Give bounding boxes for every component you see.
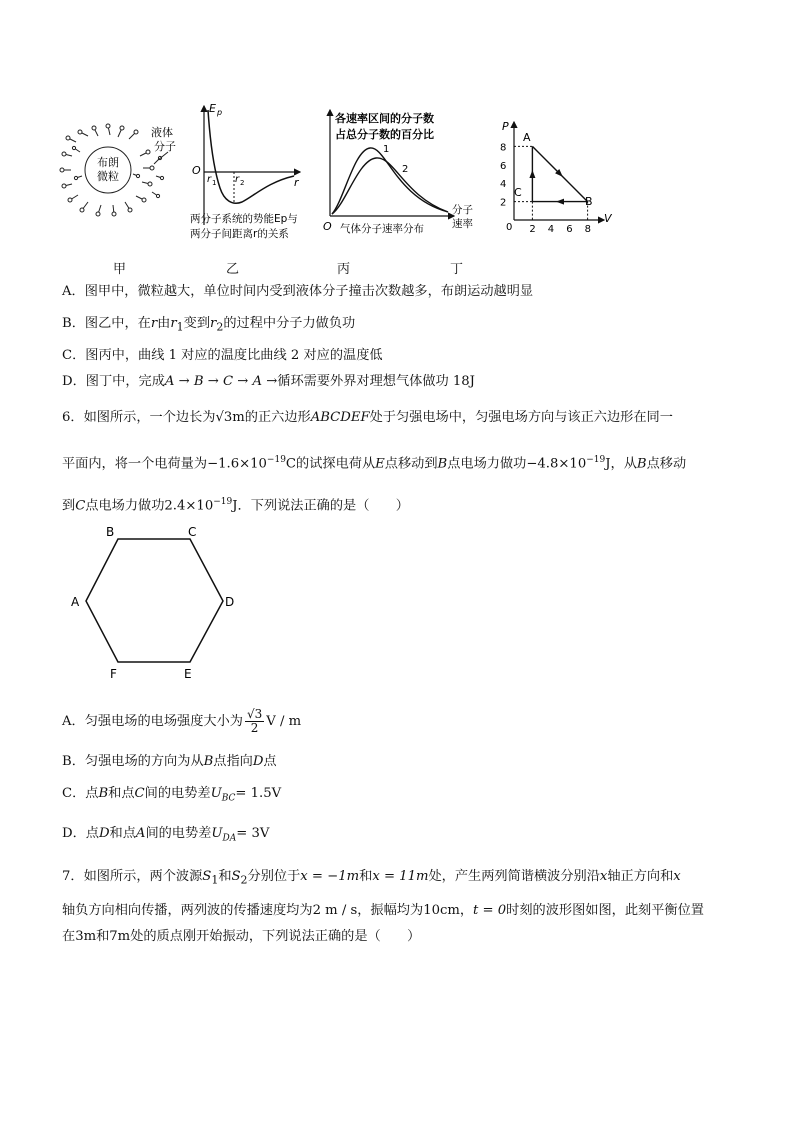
q6-b-mid: 点指向 xyxy=(213,754,253,769)
q7-l1-mid: 分别位于 xyxy=(247,869,301,884)
pv-arrow-bc xyxy=(556,199,564,205)
q7-s2-sub: 2 xyxy=(240,873,248,887)
curve-1-label: 1 xyxy=(383,144,390,155)
pv-point-c: C xyxy=(514,186,522,199)
yi-r1-sub: 1 xyxy=(212,179,217,187)
pv-x-tick: 2 xyxy=(529,224,536,234)
figure-jia xyxy=(58,118,188,218)
hex-label-d: D xyxy=(225,595,235,609)
q5-b-r2: r xyxy=(210,316,217,331)
bing-y-title-1: 各速率区间的分子数 xyxy=(335,112,434,125)
q6-l3-pre: 到 xyxy=(62,498,76,514)
q7-line-3 xyxy=(62,927,420,947)
q6-l2-b: B xyxy=(437,456,448,472)
label-jia: 甲 xyxy=(113,262,127,277)
q6-b-from: B xyxy=(203,754,214,769)
pv-origin: 0 xyxy=(506,222,513,233)
q7-l1-post: 处，产生两列简谐横波分别沿 xyxy=(428,869,600,884)
q6-line-3 xyxy=(62,492,409,516)
q6-a-fraction xyxy=(245,708,264,735)
q5-d-pre: D．图丁中，完成 xyxy=(62,374,165,389)
q6-c-mid1: 和点 xyxy=(108,786,135,801)
q5-b-var-r: r xyxy=(150,316,158,331)
potential-curve xyxy=(208,110,294,203)
q7-l3-post: 处的质点刚开始振动，下列说法正确的是（ ） xyxy=(130,929,421,944)
hexagon-figure xyxy=(62,522,252,687)
q6-c-b: B xyxy=(98,786,109,801)
q7-and3: 和 xyxy=(96,929,110,944)
q6-line-1 xyxy=(62,408,673,428)
q7-and: 和 xyxy=(218,869,232,884)
curve-2-label: 2 xyxy=(402,164,409,175)
q6-charge: −1.6×10 xyxy=(207,456,267,472)
q7-x-axis: x xyxy=(599,869,608,884)
yi-caption-2: 两分子间距离r的关系 xyxy=(190,228,289,240)
q5-b-post: 的过程中分子力做负功 xyxy=(223,316,356,331)
q6-line-2 xyxy=(62,450,686,474)
bing-caption: 气体分子速率分布 xyxy=(340,223,424,235)
q7-s1-sub: 1 xyxy=(211,873,219,887)
q7-amp: 10cm xyxy=(423,903,460,918)
hex-label-e: E xyxy=(184,667,192,681)
yi-r2-sub: 2 xyxy=(240,179,245,187)
q7-x1: x = −1m xyxy=(300,869,360,884)
pv-point-a: A xyxy=(523,131,531,144)
q6-d-a: A xyxy=(135,826,146,841)
q6-charge-exp: −19 xyxy=(266,455,286,465)
q6-l2-b2: B xyxy=(636,456,647,472)
figure-ding xyxy=(492,116,622,234)
hex-label-c: C xyxy=(188,525,197,539)
liquid-label-2: 分子 xyxy=(154,140,176,153)
yi-r1: r xyxy=(207,174,212,185)
q7-x-axis-2: x xyxy=(673,869,681,884)
hex-label-a: A xyxy=(71,595,80,609)
q5-b-mid2: 变到 xyxy=(183,316,211,331)
q6-a-num: √3 xyxy=(246,707,263,721)
q7-l2-mid: ，振幅均为 xyxy=(357,903,424,918)
hex-label-b: B xyxy=(106,525,115,539)
q7-and2: 和 xyxy=(359,869,373,884)
label-ding: 丁 xyxy=(450,262,464,277)
pv-y-tick: 6 xyxy=(500,160,507,172)
q7-l2-pre: 轴负方向相向传播，两列波的传播速度均为 xyxy=(62,903,313,918)
q5-option-b xyxy=(62,314,355,338)
q6-c-pre: C．点 xyxy=(62,786,99,801)
q6-a-unit: V / m xyxy=(266,714,302,729)
q6-d-d: D xyxy=(98,826,110,841)
q6-l3-post: ．下列说法正确的是（ ） xyxy=(237,498,409,514)
pv-y-tick: 4 xyxy=(500,179,507,191)
q7-l1-pre: 7．如图所示，两个波源 xyxy=(62,869,203,884)
yi-origin: O xyxy=(192,164,201,177)
q6-hex-name: ABCDEF xyxy=(310,410,370,425)
q6-l3-c: C xyxy=(75,498,86,514)
q6-l1-pre: 6．如图所示，一个边长为 xyxy=(62,410,216,425)
pv-cycle xyxy=(514,146,588,220)
q6-l2-mid4: ，从 xyxy=(610,456,637,472)
q6-c-c: C xyxy=(134,786,145,801)
q5-b-r1: r xyxy=(170,316,177,331)
q6-work1-exp: −19 xyxy=(586,455,606,465)
q6-c-u-sub: BC xyxy=(221,793,236,804)
q6-d-mid2: 间的电势差 xyxy=(145,826,212,841)
yi-x-label: r xyxy=(294,176,299,189)
q7-p1: 3m xyxy=(75,929,97,944)
pv-y-label: P xyxy=(502,120,509,133)
q6-work1-unit: J xyxy=(605,456,611,472)
q7-line-2: 轴负方向相向传播，两列波的传播速度均为2 m / s，振幅均为10cm，t = 0时刻的波形图如图，此刻平衡位置 xyxy=(62,903,704,918)
pv-point-b: B xyxy=(585,195,593,208)
q5-b-r2-sub: 2 xyxy=(216,320,224,334)
q7-s2: S xyxy=(231,869,241,884)
q6-work2-exp: −19 xyxy=(213,497,233,507)
q6-d-mid1: 和点 xyxy=(109,826,136,841)
q5-option-a: A．图甲中，微粒越大，单位时间内受到液体分子撞击次数越多，布朗运动越明显 xyxy=(62,284,534,299)
figure-yi xyxy=(190,100,310,245)
q5-d-chain: A → B → C → A → xyxy=(164,374,278,389)
bing-origin: O xyxy=(323,220,332,233)
q6-l2-e: E xyxy=(375,456,385,472)
q6-c-mid2: 间的电势差 xyxy=(144,786,211,801)
bing-x-label-2: 速率 xyxy=(452,218,473,230)
q7-x2: x = 11m xyxy=(372,869,429,884)
yi-r2: r xyxy=(235,174,240,185)
q7-l2-post: 时刻的波形图如图，此刻平衡位置 xyxy=(506,903,704,918)
q6-work1: −4.8×10 xyxy=(526,456,587,472)
yi-caption-1: 两分子系统的势能Ep与 xyxy=(190,213,298,225)
q6-option-d xyxy=(62,824,269,849)
hex-label-f: F xyxy=(110,667,117,681)
q7-t0: t = 0 xyxy=(473,903,507,918)
yi-y-label-sub: p xyxy=(217,108,223,117)
q5-b-pre: B．图乙中，在 xyxy=(62,316,151,331)
q5-option-d xyxy=(62,372,475,392)
q7-l3-pre: 在 xyxy=(62,929,76,944)
q7-l1-end: 轴正方向和 xyxy=(607,869,674,884)
q5-b-r1-sub: 1 xyxy=(176,320,184,334)
hexagon-shape xyxy=(86,539,223,662)
pv-x-label: V xyxy=(604,212,612,225)
q6-l2-post: 点移动 xyxy=(646,456,687,472)
q6-l2-pre: 平面内，将一个电荷量为 xyxy=(62,456,208,472)
q6-c-val: = 1.5V xyxy=(235,786,282,801)
pv-y-tick: 8 xyxy=(500,142,507,154)
q6-b-to: D xyxy=(252,754,264,769)
q7-s1: S xyxy=(202,869,212,884)
q6-l2-mid2: 点移动到 xyxy=(384,456,438,472)
particle-text-2: 微粒 xyxy=(97,170,119,183)
q6-work2-unit: J xyxy=(232,498,238,514)
q6-side-length: √3m xyxy=(215,410,245,425)
liquid-label-1: 液体 xyxy=(151,126,173,139)
q6-d-u: U xyxy=(211,826,223,841)
q6-charge-unit: C xyxy=(285,456,297,472)
pv-x-tick: 8 xyxy=(584,224,591,234)
q5-b-mid1: 由 xyxy=(157,316,171,331)
q6-option-a xyxy=(62,708,301,735)
bing-y-title-2: 占总分子数的百分比 xyxy=(335,128,434,141)
q5-d-post: 循环需要外界对理想气体做功 18J xyxy=(277,374,475,389)
pv-x-tick: 6 xyxy=(566,224,573,234)
q6-option-b xyxy=(62,752,277,772)
q7-p2: 7m xyxy=(109,929,131,944)
q6-d-val: = 3V xyxy=(236,826,270,841)
q6-d-u-sub: DA xyxy=(222,833,237,844)
q6-work2: 2.4×10 xyxy=(164,498,214,514)
label-bing: 丙 xyxy=(337,262,351,277)
q6-l2-mid1: 的试探电荷从 xyxy=(296,456,376,472)
q6-a-pre: A．匀强电场的电场强度大小为 xyxy=(62,714,243,729)
q6-option-c xyxy=(62,784,281,809)
q6-l1-post: 处于匀强电场中，匀强电场方向与该正六边形在同一 xyxy=(369,410,673,425)
q7-line-1 xyxy=(62,867,681,891)
q6-b-pre: B．匀强电场的方向为从 xyxy=(62,754,204,769)
pv-y-tick: 2 xyxy=(500,197,507,209)
yi-y-label: E xyxy=(209,102,216,115)
bing-x-label-1: 分子 xyxy=(452,204,473,216)
q6-a-den: 2 xyxy=(250,721,259,735)
q7-speed: 2 m / s xyxy=(312,903,358,918)
q6-l1-mid: 的正六边形 xyxy=(244,410,311,425)
q6-b-post: 点 xyxy=(263,754,277,769)
q6-c-u: U xyxy=(210,786,222,801)
q6-l3-mid: 点电场力做功 xyxy=(85,498,165,514)
figure-bing xyxy=(320,106,480,236)
particle-text-1: 布朗 xyxy=(97,156,119,169)
label-yi: 乙 xyxy=(226,262,240,277)
q5-option-c: C．图丙中，曲线 1 对应的温度比曲线 2 对应的温度低 xyxy=(62,348,383,363)
q6-d-pre: D．点 xyxy=(62,826,99,841)
pv-x-tick: 4 xyxy=(547,224,555,234)
q6-l2-mid3: 点电场力做功 xyxy=(447,456,527,472)
pv-arrow-ca xyxy=(529,170,535,178)
